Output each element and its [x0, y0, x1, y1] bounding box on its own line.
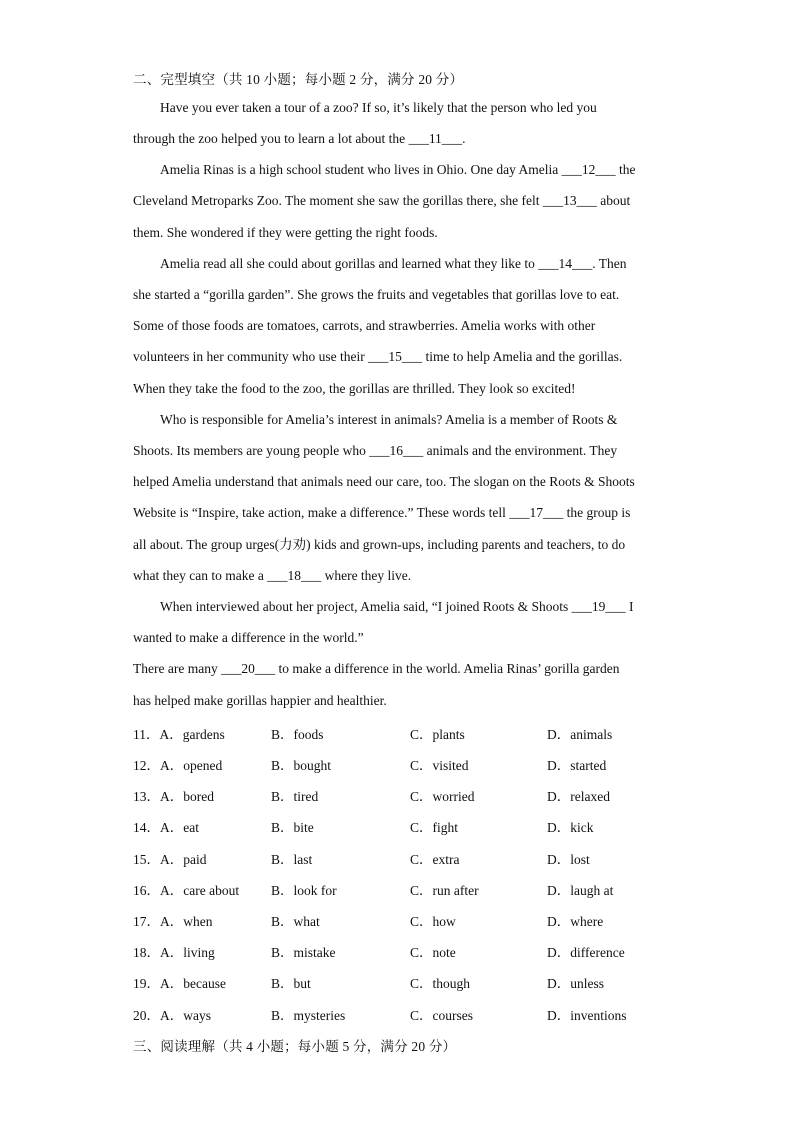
- text-run: Amelia read all she could about gorillas and learned what they like to: [160, 256, 539, 271]
- option-a: 20．A．ways: [133, 1008, 211, 1023]
- passage-line: helped Amelia understand that animals need our care, too. The slogan on the Roots & Shoots: [133, 474, 635, 489]
- option-d: D．unless: [547, 976, 604, 991]
- option-b: B．tired: [271, 789, 319, 804]
- passage-line: [133, 567, 661, 585]
- option-b: B．look for: [271, 883, 337, 898]
- option-d: D．where: [547, 914, 604, 929]
- option-b: B．what: [271, 914, 320, 929]
- passage-line: all about. The group urges(力劝) kids and grown-ups, including parents and teachers, to do: [133, 537, 626, 552]
- option-c: C．though: [410, 976, 471, 991]
- passage-line: [133, 504, 661, 522]
- passage-line: Who is responsible for Amelia’s interest in animals? Amelia is a member of Roots &: [160, 412, 618, 427]
- question-11-options: [133, 723, 673, 741]
- blank-17: ___17___: [509, 505, 564, 520]
- passage-line: Have you ever taken a tour of a zoo? If so, it’s likely that the person who led you: [160, 100, 597, 115]
- option-d: D．laugh at: [547, 883, 614, 898]
- passage-line: [160, 255, 661, 273]
- text-run: animals and the environment. They: [423, 443, 618, 458]
- passage-line: she started a “gorilla garden”. She grows the fruits and vegetables that gorillas love to eat.: [133, 287, 620, 302]
- question-13-options: [133, 785, 673, 803]
- option-b: B．mysteries: [271, 1008, 346, 1023]
- option-d: D．kick: [547, 820, 594, 835]
- text-run: to make a difference in the world. Amelia Rinas’ gorilla garden: [275, 661, 620, 676]
- question-19-options: [133, 972, 673, 990]
- option-a: 17．A．when: [133, 914, 213, 929]
- option-d: D．relaxed: [547, 789, 610, 804]
- option-d: D．lost: [547, 852, 590, 867]
- question-12-options: [133, 754, 673, 772]
- passage-line: [133, 192, 661, 210]
- option-c: C．note: [410, 945, 456, 960]
- text-run: Website is “Inspire, take action, make a difference.” These words tell: [133, 505, 510, 520]
- passage-line: [133, 442, 661, 460]
- blank-14: ___14___: [538, 256, 593, 271]
- text-run: about: [596, 193, 631, 208]
- text-run: Shoots. Its members are young people who: [133, 443, 370, 458]
- blank-12: ___12___: [561, 162, 616, 177]
- passage-line: [133, 660, 661, 678]
- section-3-title: 三、阅读理解（共 4 小题；每小题 5 分，满分 20 分）: [133, 1039, 457, 1054]
- blank-20: ___20___: [221, 661, 276, 676]
- question-15-options: [133, 848, 673, 866]
- option-a: 13．A．bored: [133, 789, 214, 804]
- option-a: 15．A．paid: [133, 852, 207, 867]
- question-20-options: [133, 1004, 673, 1022]
- option-b: B．bought: [271, 758, 332, 773]
- text-run: what they can to make a: [133, 568, 268, 583]
- text-run: the group is: [563, 505, 631, 520]
- text-run: the: [615, 162, 636, 177]
- text-run: where they live.: [321, 568, 412, 583]
- text-run: volunteers in her community who use their: [133, 349, 369, 364]
- blank-19: ___19___: [571, 599, 626, 614]
- option-a: 19．A．because: [133, 976, 226, 991]
- option-b: B．bite: [271, 820, 314, 835]
- option-c: C．worried: [410, 789, 475, 804]
- passage-line: Some of those foods are tomatoes, carrots, and strawberries. Amelia works with other: [133, 318, 596, 333]
- option-a: 14．A．eat: [133, 820, 199, 835]
- option-d: D．inventions: [547, 1008, 627, 1023]
- passage-line: [160, 161, 661, 179]
- text-run: I: [625, 599, 634, 614]
- blank-11: ___11___: [408, 131, 463, 146]
- option-a: 11．A．gardens: [133, 727, 225, 742]
- text-run: There are many: [133, 661, 222, 676]
- option-b: B．but: [271, 976, 311, 991]
- option-a: 12．A．opened: [133, 758, 223, 773]
- blank-15: ___15___: [368, 349, 423, 364]
- text-run: Amelia Rinas is a high school student who lives in Ohio. One day Amelia: [160, 162, 562, 177]
- option-c: C．plants: [410, 727, 465, 742]
- text-run: Cleveland Metroparks Zoo. The moment she saw the gorillas there, she felt: [133, 193, 543, 208]
- question-16-options: [133, 879, 673, 897]
- passage-line: has helped make gorillas happier and healthier.: [133, 693, 387, 708]
- question-18-options: [133, 941, 673, 959]
- option-d: D．started: [547, 758, 607, 773]
- section-2-title: 二、完型填空（共 10 小题；每小题 2 分，满分 20 分）: [133, 72, 464, 87]
- blank-18: ___18___: [267, 568, 322, 583]
- option-d: D．difference: [547, 945, 625, 960]
- blank-16: ___16___: [369, 443, 424, 458]
- passage-line: [160, 598, 661, 616]
- passage-line: [133, 348, 661, 366]
- text-run: time to help Amelia and the gorillas.: [422, 349, 623, 364]
- passage-line: wanted to make a difference in the world.”: [133, 630, 364, 645]
- question-14-options: [133, 816, 673, 834]
- passage-line: [133, 130, 661, 148]
- option-c: C．courses: [410, 1008, 473, 1023]
- option-c: C．extra: [410, 852, 460, 867]
- option-c: C．visited: [410, 758, 469, 773]
- text-run: through the zoo helped you to learn a lot about the: [133, 131, 409, 146]
- text-run: When interviewed about her project, Amelia said, “I joined Roots & Shoots: [160, 599, 572, 614]
- option-b: B．mistake: [271, 945, 336, 960]
- option-c: C．how: [410, 914, 456, 929]
- blank-13: ___13___: [542, 193, 597, 208]
- option-a: 18．A．living: [133, 945, 215, 960]
- option-c: C．fight: [410, 820, 459, 835]
- question-17-options: [133, 910, 673, 928]
- passage-line: them. She wondered if they were getting the right foods.: [133, 225, 438, 240]
- option-d: D．animals: [547, 727, 613, 742]
- option-a: 16．A．care about: [133, 883, 240, 898]
- passage-line: When they take the food to the zoo, the gorillas are thrilled. They look so excited!: [133, 381, 576, 396]
- option-b: B．foods: [271, 727, 324, 742]
- option-c: C．run after: [410, 883, 479, 898]
- text-run: .: [462, 131, 466, 146]
- option-b: B．last: [271, 852, 313, 867]
- text-run: . Then: [592, 256, 627, 271]
